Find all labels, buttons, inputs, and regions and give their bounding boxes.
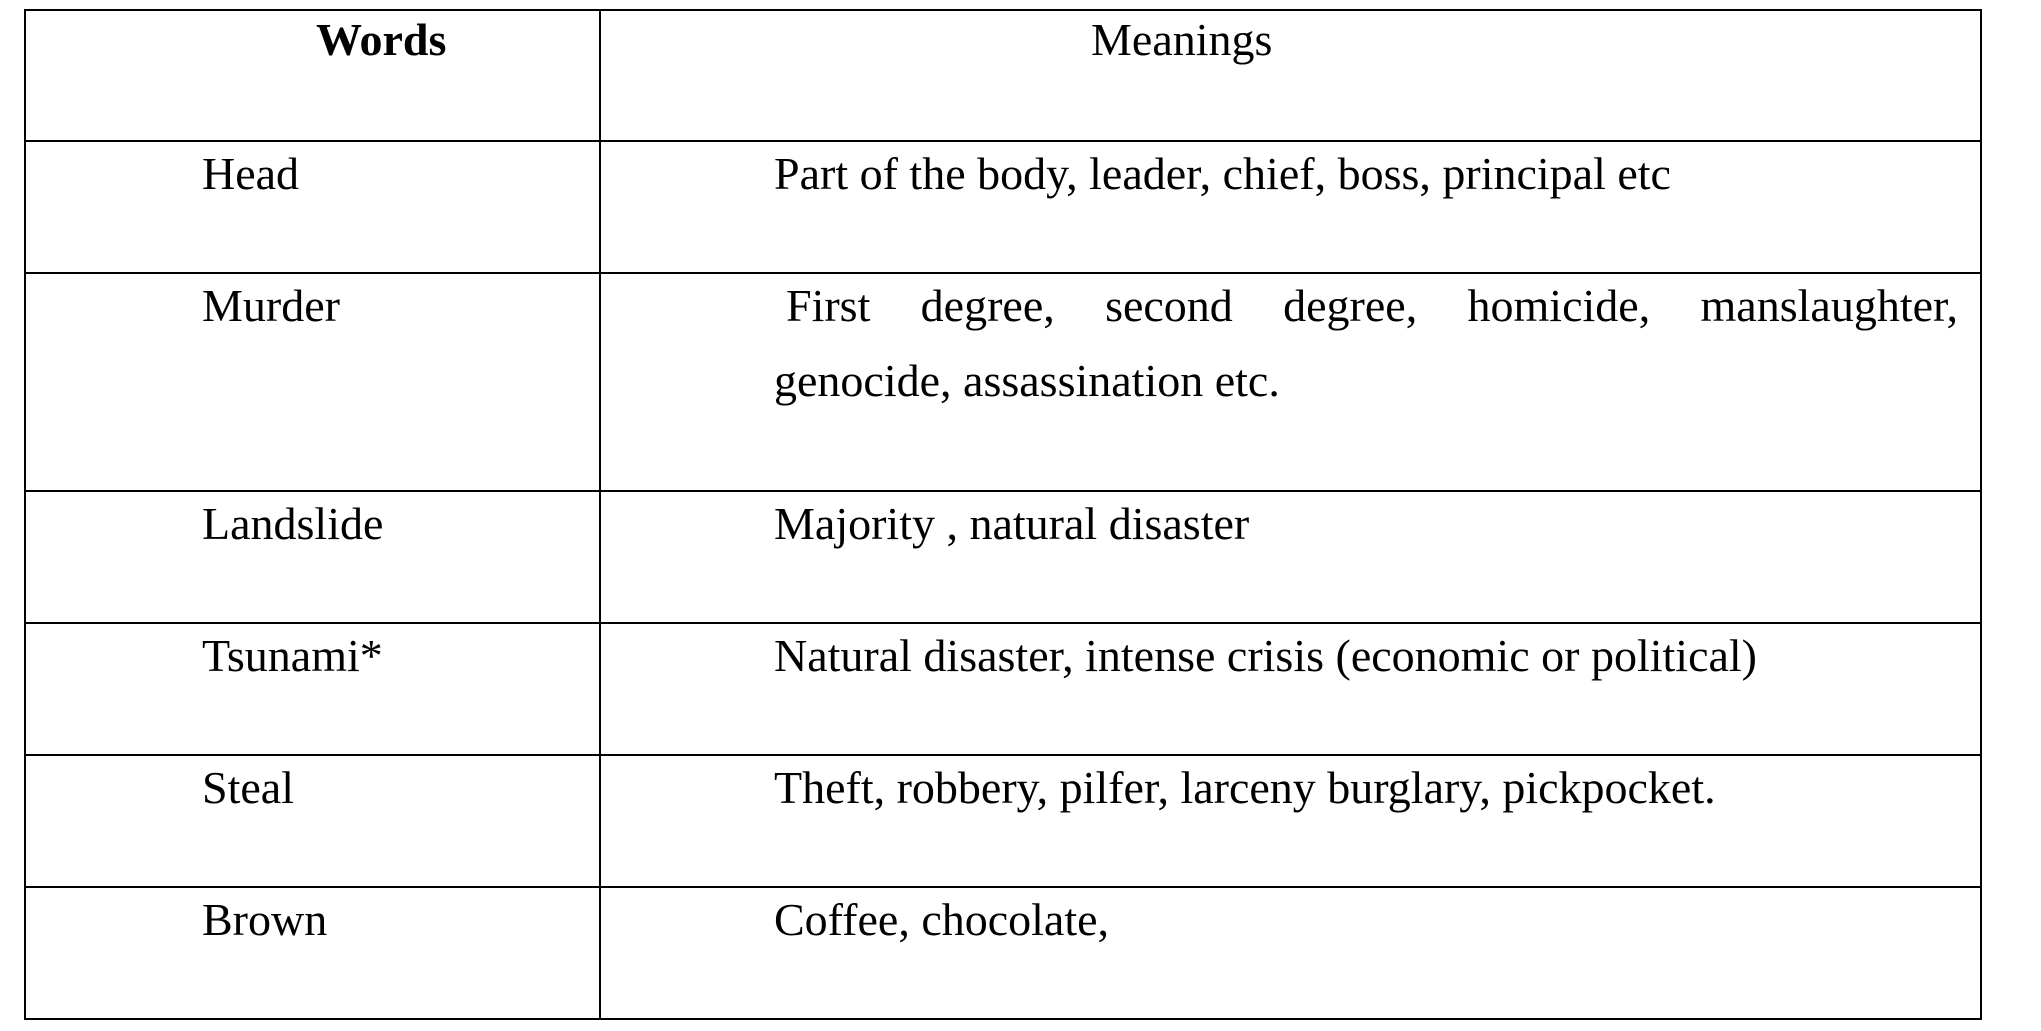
meaning-cell bbox=[600, 273, 1981, 491]
word-cell: Steal bbox=[25, 755, 600, 887]
table-row bbox=[25, 623, 1981, 755]
words-meanings-table bbox=[24, 9, 1982, 1020]
word-cell: Brown bbox=[25, 887, 600, 1019]
word-cell: Murder bbox=[25, 273, 600, 491]
table-row bbox=[25, 491, 1981, 623]
table-row bbox=[25, 273, 1981, 491]
meaning-cell: Natural disaster, intense crisis (economic or political) bbox=[600, 623, 1981, 755]
meaning-cell: Coffee, chocolate, bbox=[600, 887, 1981, 1019]
word-cell: Landslide bbox=[25, 491, 600, 623]
table-row bbox=[25, 755, 1981, 887]
meaning-cell: Part of the body, leader, chief, boss, principal etc bbox=[600, 141, 1981, 273]
meaning-cell: Theft, robbery, pilfer, larceny burglary, pickpocket. bbox=[600, 755, 1981, 887]
header-meanings: Meanings bbox=[600, 10, 1981, 141]
meaning-line: First degree, second degree, homicide, manslaughter, bbox=[786, 280, 1958, 331]
table-row bbox=[25, 887, 1981, 1019]
word-cell: Head bbox=[25, 141, 600, 273]
word-cell: Tsunami* bbox=[25, 623, 600, 755]
table-header-row bbox=[25, 10, 1981, 141]
meaning-cell: Majority , natural disaster bbox=[600, 491, 1981, 623]
header-words: Words bbox=[25, 10, 600, 141]
meaning-line: genocide, assassination etc. bbox=[774, 355, 1280, 406]
table-row bbox=[25, 141, 1981, 273]
